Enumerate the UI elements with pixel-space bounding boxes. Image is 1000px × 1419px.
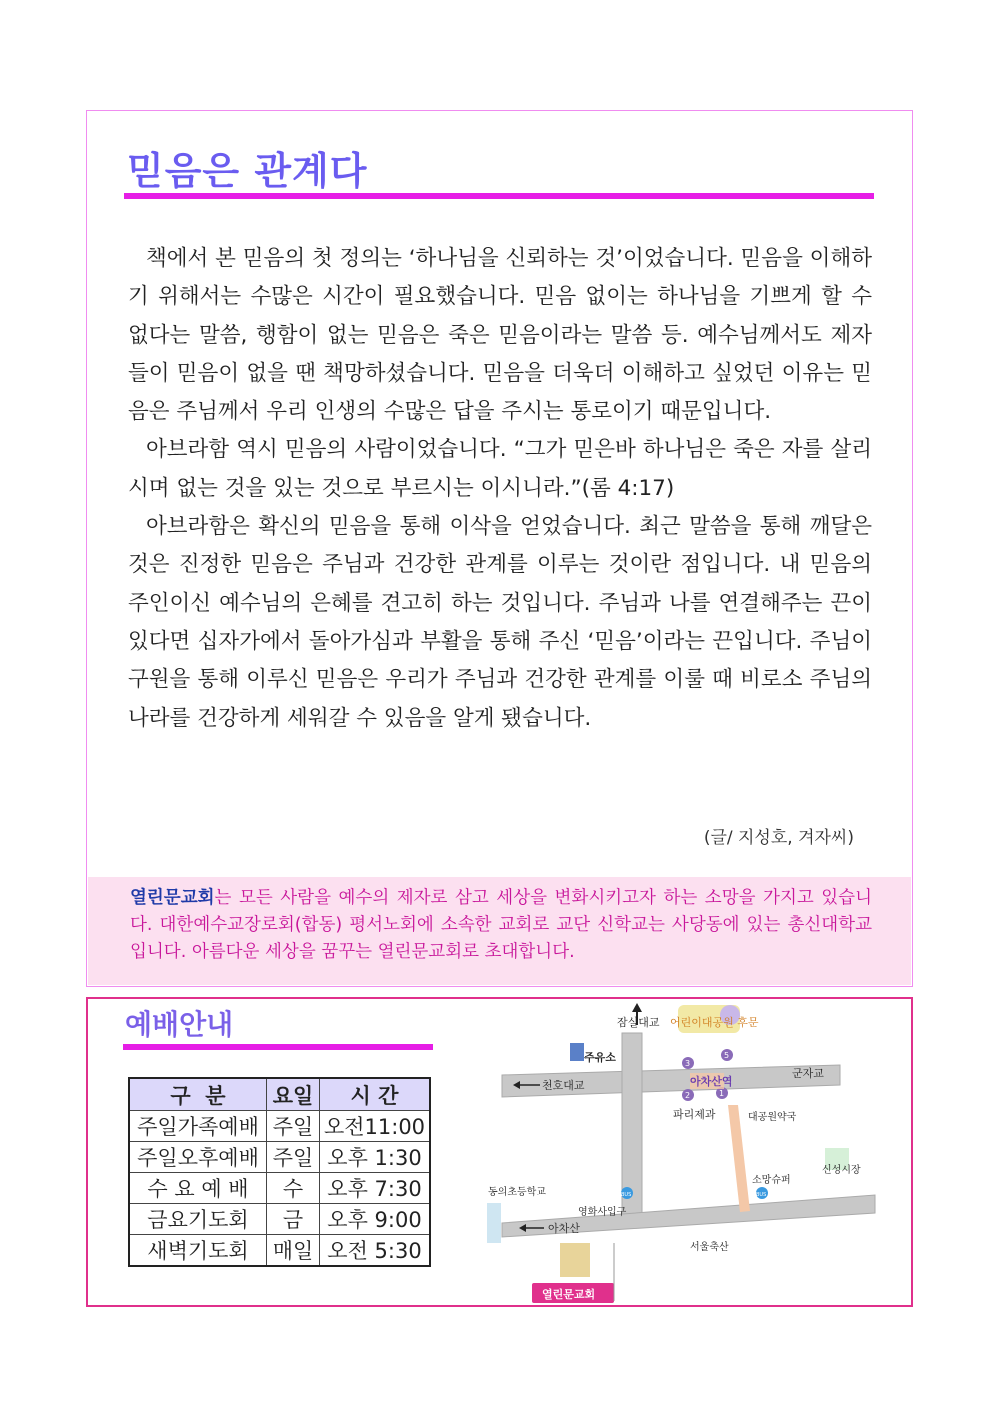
- service-name: 금요기도회: [129, 1204, 267, 1235]
- label-jamsil-bridge: 잠실대교: [617, 1016, 660, 1029]
- article-credit: (글/ 지성호, 겨자씨): [703, 828, 854, 848]
- table-row: [129, 1204, 430, 1235]
- church-intro: [130, 885, 872, 966]
- service-name: 수 요 예 배: [129, 1173, 267, 1204]
- main-road-vertical: [622, 1033, 642, 1228]
- gas-station-icon: [570, 1043, 584, 1061]
- header-day: 요일: [267, 1078, 320, 1111]
- church-building-icon: [560, 1243, 590, 1277]
- table-header-row: [129, 1078, 430, 1111]
- service-time: 오후 9:00: [320, 1204, 431, 1235]
- header-time: 시 간: [320, 1078, 431, 1111]
- school-block: [487, 1203, 501, 1243]
- service-name: 새벽기도회: [129, 1235, 267, 1267]
- service-name: 주일오후예배: [129, 1142, 267, 1173]
- service-day: 주일: [267, 1111, 320, 1142]
- exit-1-number: 1: [719, 1089, 725, 1098]
- table-row: [129, 1235, 430, 1267]
- route-path: [728, 1105, 750, 1212]
- article-paragraph: 아브라함 역시 믿음의 사람이었습니다. “그가 믿은바 하나님은 죽은 자를 살리시며 없는 것을 있는 것으로 부르시는 이시니라.”(롬 4:17): [128, 437, 872, 501]
- label-paris-bakery: 파리제과: [673, 1108, 716, 1121]
- label-cheonho-bridge: 천호대교: [542, 1079, 585, 1092]
- service-day: 매일: [267, 1235, 320, 1267]
- label-bus: BUS: [621, 1192, 632, 1198]
- exit-5-number: 5: [724, 1051, 730, 1060]
- service-time: 오전11:00: [320, 1111, 431, 1142]
- article-title: 믿음은 관계다: [127, 149, 368, 193]
- article-body: [128, 240, 872, 738]
- label-younghwa-entrance: 영화사입구: [578, 1207, 627, 1218]
- label-achasan-station: 아차산역: [690, 1075, 733, 1088]
- label-gas-station: 주유소: [584, 1051, 616, 1064]
- label-somang-super: 소망슈퍼: [752, 1175, 791, 1186]
- title-underline: [124, 193, 874, 199]
- label-sinseong-market: 신성시장: [822, 1165, 861, 1176]
- worship-schedule-table: [128, 1077, 431, 1267]
- table-row: [129, 1173, 430, 1204]
- label-pharmacy: 대공원약국: [748, 1112, 797, 1123]
- service-name: 주일가족예배: [129, 1111, 267, 1142]
- service-day: 수: [267, 1173, 320, 1204]
- service-day: 주일: [267, 1142, 320, 1173]
- north-arrow-head: [632, 1003, 642, 1012]
- service-time: 오후 1:30: [320, 1142, 431, 1173]
- label-achasan: 아차산: [548, 1222, 580, 1235]
- label-gunja-bridge: 군자교: [792, 1067, 824, 1080]
- worship-title: 예배안내: [125, 1008, 234, 1041]
- location-map: [480, 1003, 880, 1303]
- label-seoul-meat: 서울축산: [690, 1242, 729, 1253]
- header-category: 구 분: [129, 1078, 267, 1111]
- service-time: 오후 7:30: [320, 1173, 431, 1204]
- label-church: 열린문교회: [542, 1288, 596, 1301]
- worship-title-underline: [123, 1044, 433, 1050]
- church-intro-text: 는 모든 사람을 예수의 제자로 삼고 세상을 변화시키고자 하는 소망을 가지고 있습니다. 대한예수교장로회(합동) 평서노회에 소속한 교회로 교단 신학교는 사당동에 있는 총신대학교입니다. 아름다운 세상을 꿈꾸는 열린문교회로 초대합니다.: [130, 888, 872, 962]
- service-day: 금: [267, 1204, 320, 1235]
- label-bus: BUS: [756, 1192, 767, 1198]
- exit-2-number: 2: [685, 1091, 691, 1100]
- label-childrens-park: 어린이대공원 후문: [670, 1016, 759, 1029]
- article-paragraph: 아브라함은 확신의 믿음을 통해 이삭을 얻었습니다. 최근 말씀을 통해 깨달은 것은 진정한 믿음은 주님과 건강한 관계를 이루는 것이란 점입니다. 내 믿음의 주인이신 예수님의 은혜를 견고히 하는 것입니다. 주님과 나를 연결해주는 끈이 있다면 십자가에서 돌아가심과 부활을 통해 주신 ‘믿음’이라는 끈입니다. 주님이 구원을 통해 이루신 믿음은 우리가 주님과 건강한 관계를 이룰 때 비로소 주님의 나라를 건강하게 세워갈 수 있음을 알게 됐습니다.: [128, 514, 872, 731]
- service-time: 오전 5:30: [320, 1235, 431, 1267]
- label-dongui-school: 동의초등학교: [488, 1187, 546, 1198]
- church-name: 열린문교회: [130, 888, 215, 908]
- table-row: [129, 1142, 430, 1173]
- article-paragraph: 책에서 본 믿음의 첫 정의는 ‘하나님을 신뢰하는 것’이었습니다. 믿음을 이해하기 위해서는 수많은 시간이 필요했습니다. 믿음 없이는 하나님을 기쁘게 할 수 없다는 말씀, 행함이 없는 믿음은 죽은 믿음이라는 말씀 등. 예수님께서도 제자들이 믿음이 없을 땐 책망하셨습니다. 믿음을 더욱더 이해하고 싶었던 이유는 믿음은 주님께서 우리 인생의 수많은 답을 주시는 통로이기 때문입니다.: [128, 246, 872, 425]
- exit-3-number: 3: [685, 1059, 691, 1068]
- table-row: [129, 1111, 430, 1142]
